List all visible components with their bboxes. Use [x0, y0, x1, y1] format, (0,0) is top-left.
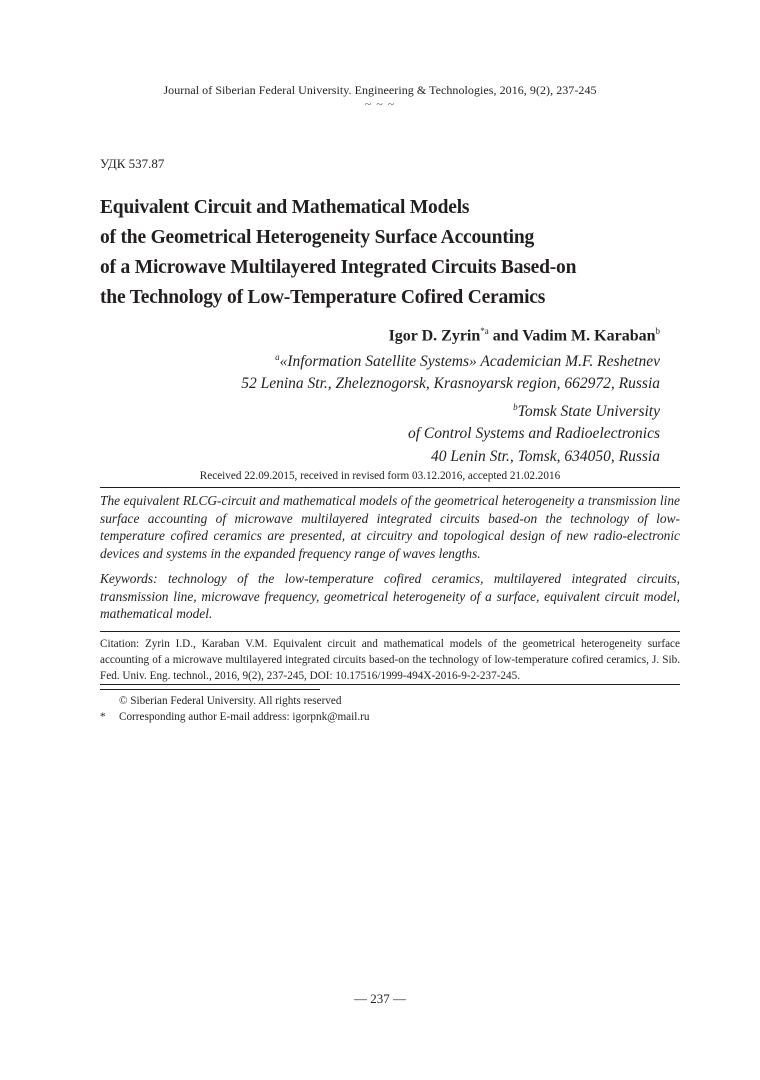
affiliation-text: Tomsk State University — [517, 402, 660, 420]
divider — [100, 631, 680, 632]
author-name: Igor D. Zyrin — [388, 327, 481, 345]
received-dates: Received 22.09.2015, received in revised form 03.12.2016, accepted 21.02.2016 — [199, 470, 561, 482]
author-joiner: and — [488, 327, 523, 345]
footnote-spacer — [100, 694, 119, 710]
affiliation-line — [241, 346, 660, 373]
footnote-marker: * — [100, 710, 106, 723]
journal-header: Journal of Siberian Federal University. Engineering & Technologies, 2016, 9(2), 237-245 — [163, 83, 597, 97]
citation: Citation: Zyrin I.D., Karaban V.M. Equivalent circuit and mathematical models of the geometrical heterogeneity surface accounting of a microwave multilayered integrated circuits based-on the technology of low-temperature cofired ceramics, J. Sib. Fed. Univ. Eng. technol., 2016, 9(2), 237-245, DOI: 10.17516/1999-494X-2016-9-2-237-245. — [100, 638, 680, 682]
corresponding-author-text: Corresponding author E-mail address: igorpnk@mail.ru — [119, 710, 370, 723]
affiliation-line: 40 Lenin Str., Tomsk, 634050, Russia — [431, 447, 660, 465]
footnote-copyright — [100, 694, 660, 710]
affiliation-line: of Control Systems and Radioelectronics — [408, 425, 660, 443]
divider — [100, 487, 680, 488]
footnotes — [100, 694, 660, 725]
author-name: Vadim M. Karaban — [522, 327, 656, 345]
paper-title — [100, 193, 660, 313]
copyright-text: © Siberian Federal University. All rights reserved — [119, 695, 342, 707]
affiliation-text: «Information Satellite Systems» Academician M.F. Reshetnev — [279, 353, 660, 371]
title-line: of the Geometrical Heterogeneity Surface Accounting — [100, 227, 535, 248]
page-number: — 237 — — [354, 991, 406, 1006]
udk-code: УДК 537.87 — [100, 156, 165, 171]
affiliation-line: 52 Lenina Str., Zheleznogorsk, Krasnoyarsk region, 662972, Russia — [241, 375, 660, 393]
affiliations — [241, 346, 660, 468]
title-line: the Technology of Low-Temperature Cofired Ceramics — [100, 287, 546, 308]
abstract: The equivalent RLCG-circuit and mathematical models of the geometrical heterogeneity a transmission line surface accounting of microwave multilayered integrated circuits based-on the technology of low-temperature cofired ceramics are presented, at circuitry and topological design of new radio-electronic devices and systems in the expanded frequency range of waves lengths. — [100, 493, 680, 561]
footnote-divider — [100, 689, 320, 690]
authors — [389, 326, 660, 345]
keywords: Keywords: technology of the low-temperature cofired ceramics, multilayered integrated circuits, transmission line, microwave frequency, geometrical heterogeneity of a surface, equivalent circuit model, mathematical model. — [100, 571, 680, 622]
divider — [100, 684, 680, 685]
title-line: Equivalent Circuit and Mathematical Models — [100, 197, 470, 218]
title-line: of a Microwave Multilayered Integrated Circuits Based-on — [100, 257, 577, 278]
affiliation-marker: b — [513, 401, 518, 412]
footnote-corresponding — [100, 710, 660, 726]
affiliation-marker: a — [275, 352, 280, 362]
affiliation-line — [241, 396, 660, 423]
header-ornament: ~ ~ ~ — [364, 97, 396, 111]
author-marker: b — [655, 326, 660, 336]
author-marker: *a — [480, 326, 489, 336]
